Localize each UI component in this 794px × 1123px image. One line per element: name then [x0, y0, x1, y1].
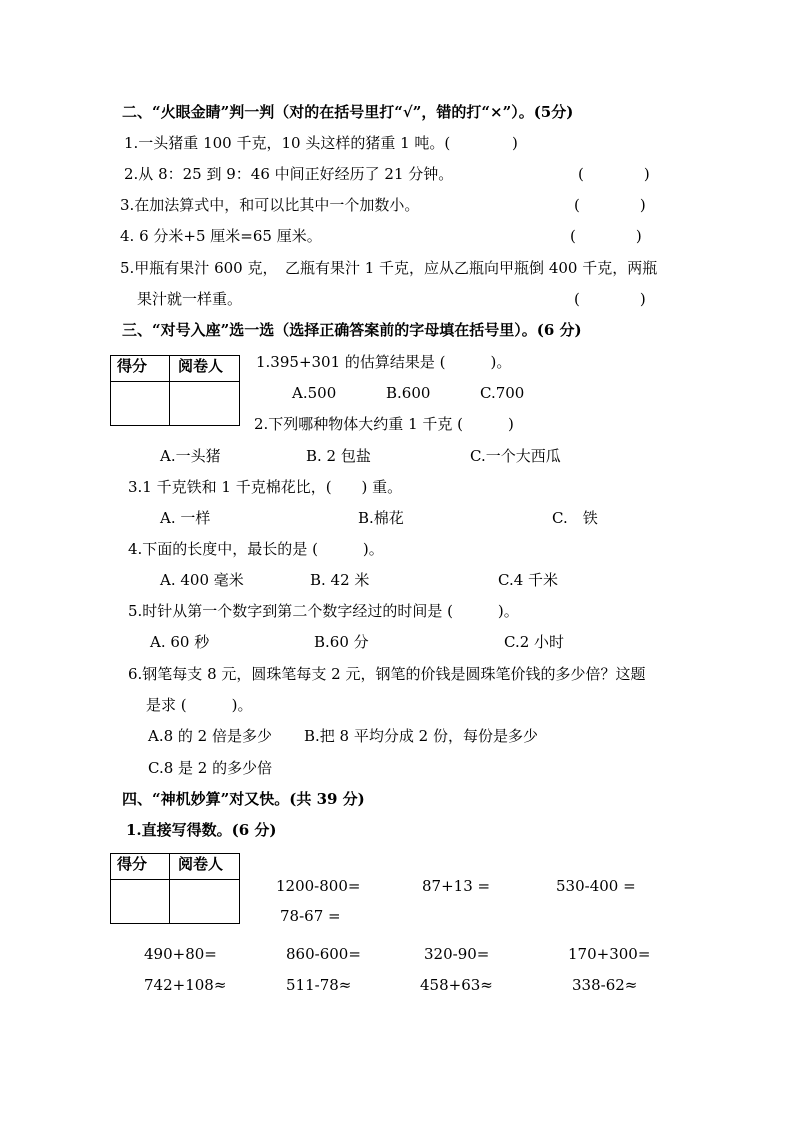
calc-1-2: 87+13 = — [422, 877, 491, 895]
s3-q5: 5.时针从第一个数字到第二个数字经过的时间是 ( )。 — [128, 602, 519, 620]
s3-q1-opt-b: B.600 — [386, 384, 431, 402]
s3-q4-opt-a: A. 400 毫米 — [160, 571, 244, 589]
s2-item-1-paren: ) — [512, 134, 518, 152]
s3-q2: 2.下列哪种物体大约重 1 千克 ( ) — [254, 415, 514, 433]
calc-3-3: 458+63≈ — [420, 976, 493, 994]
score-header: 得分 — [111, 356, 170, 382]
s3-q6-cont: 是求 ( )。 — [146, 696, 253, 714]
score-cell[interactable] — [111, 382, 170, 426]
calc-1-4: 78-67 = — [280, 907, 341, 925]
s3-q6-opt-a: A.8 的 2 倍是多少 — [148, 727, 272, 745]
s2-item-5-paren: ( ) — [574, 290, 646, 308]
grader-cell[interactable] — [170, 880, 240, 924]
s3-q1-opt-c: C.700 — [480, 384, 525, 402]
s3-q3-opt-b: B.棉花 — [358, 509, 404, 527]
s3-q4: 4.下面的长度中，最长的是 ( )。 — [128, 540, 384, 558]
grader-header: 阅卷人 — [170, 356, 240, 382]
calc-2-3: 320-90= — [424, 945, 490, 963]
section-3-title: 三、“对号入座”选一选（选择正确答案前的字母填在括号里）。(6 分) — [122, 321, 582, 339]
s3-q5-opt-a: A. 60 秒 — [150, 633, 210, 651]
section-4-score-table — [110, 853, 240, 924]
s3-q6-opt-b: B.把 8 平均分成 2 份，每份是多少 — [304, 727, 538, 745]
calc-2-4: 170+300= — [568, 945, 651, 963]
section-4-sub-1: 1.直接写得数。(6 分) — [126, 821, 277, 839]
s3-q3-opt-c: C. 铁 — [552, 509, 598, 527]
s3-q5-opt-b: B.60 分 — [314, 633, 369, 651]
grader-header: 阅卷人 — [170, 854, 240, 880]
s3-q2-opt-a: A.一头猪 — [160, 447, 221, 465]
s2-item-5: 5.甲瓶有果汁 600 克， 乙瓶有果汁 1 千克，应从乙瓶向甲瓶倒 400 千克，两瓶 — [120, 259, 658, 277]
calc-1-3: 530-400 = — [556, 877, 636, 895]
s3-q1: 1.395+301 的估算结果是 ( )。 — [256, 353, 512, 371]
s3-q2-opt-b: B. 2 包盐 — [306, 447, 371, 465]
score-cell[interactable] — [111, 880, 170, 924]
grader-cell[interactable] — [170, 382, 240, 426]
calc-1-1: 1200-800= — [276, 877, 361, 895]
s2-item-2: 2.从 8：25 到 9：46 中间正好经历了 21 分钟。 — [124, 165, 454, 183]
s3-q2-opt-c: C.一个大西瓜 — [470, 447, 561, 465]
s3-q4-opt-b: B. 42 米 — [310, 571, 370, 589]
score-header: 得分 — [111, 854, 170, 880]
s3-q6-opt-c: C.8 是 2 的多少倍 — [148, 759, 273, 777]
s3-q3-opt-a: A. 一样 — [160, 509, 211, 527]
calc-3-1: 742+108≈ — [144, 976, 227, 994]
s2-item-5-cont: 果汁就一样重。 — [137, 290, 243, 308]
s3-q4-opt-c: C.4 千米 — [498, 571, 559, 589]
calc-3-2: 511-78≈ — [286, 976, 352, 994]
s2-item-1: 1.一头猪重 100 千克，10 头这样的猪重 1 吨。( — [124, 134, 451, 152]
s2-item-3-paren: ( ) — [574, 196, 646, 214]
s2-item-4-paren: ( ) — [570, 227, 642, 245]
s3-q6: 6.钢笔每支 8 元，圆珠笔每支 2 元，钢笔的价钱是圆珠笔价钱的多少倍？这题 — [128, 665, 646, 683]
s3-q5-opt-c: C.2 小时 — [504, 633, 565, 651]
s2-item-4: 4. 6 分米+5 厘米=65 厘米。 — [120, 227, 322, 245]
section-3-score-table — [110, 355, 240, 426]
calc-2-2: 860-600= — [286, 945, 361, 963]
section-2-title: 二、“火眼金睛”判一判（对的在括号里打“√”，错的打“×”）。(5分) — [122, 103, 574, 121]
section-4-title: 四、“神机妙算”对又快。(共 39 分) — [122, 790, 365, 808]
calc-2-1: 490+80= — [144, 945, 217, 963]
s2-item-3: 3.在加法算式中，和可以比其中一个加数小。 — [120, 196, 420, 214]
calc-3-4: 338-62≈ — [572, 976, 638, 994]
s3-q3: 3.1 千克铁和 1 千克棉花比，( ) 重。 — [128, 478, 403, 496]
s2-item-2-paren: ( ) — [578, 165, 650, 183]
s3-q1-opt-a: A.500 — [292, 384, 337, 402]
